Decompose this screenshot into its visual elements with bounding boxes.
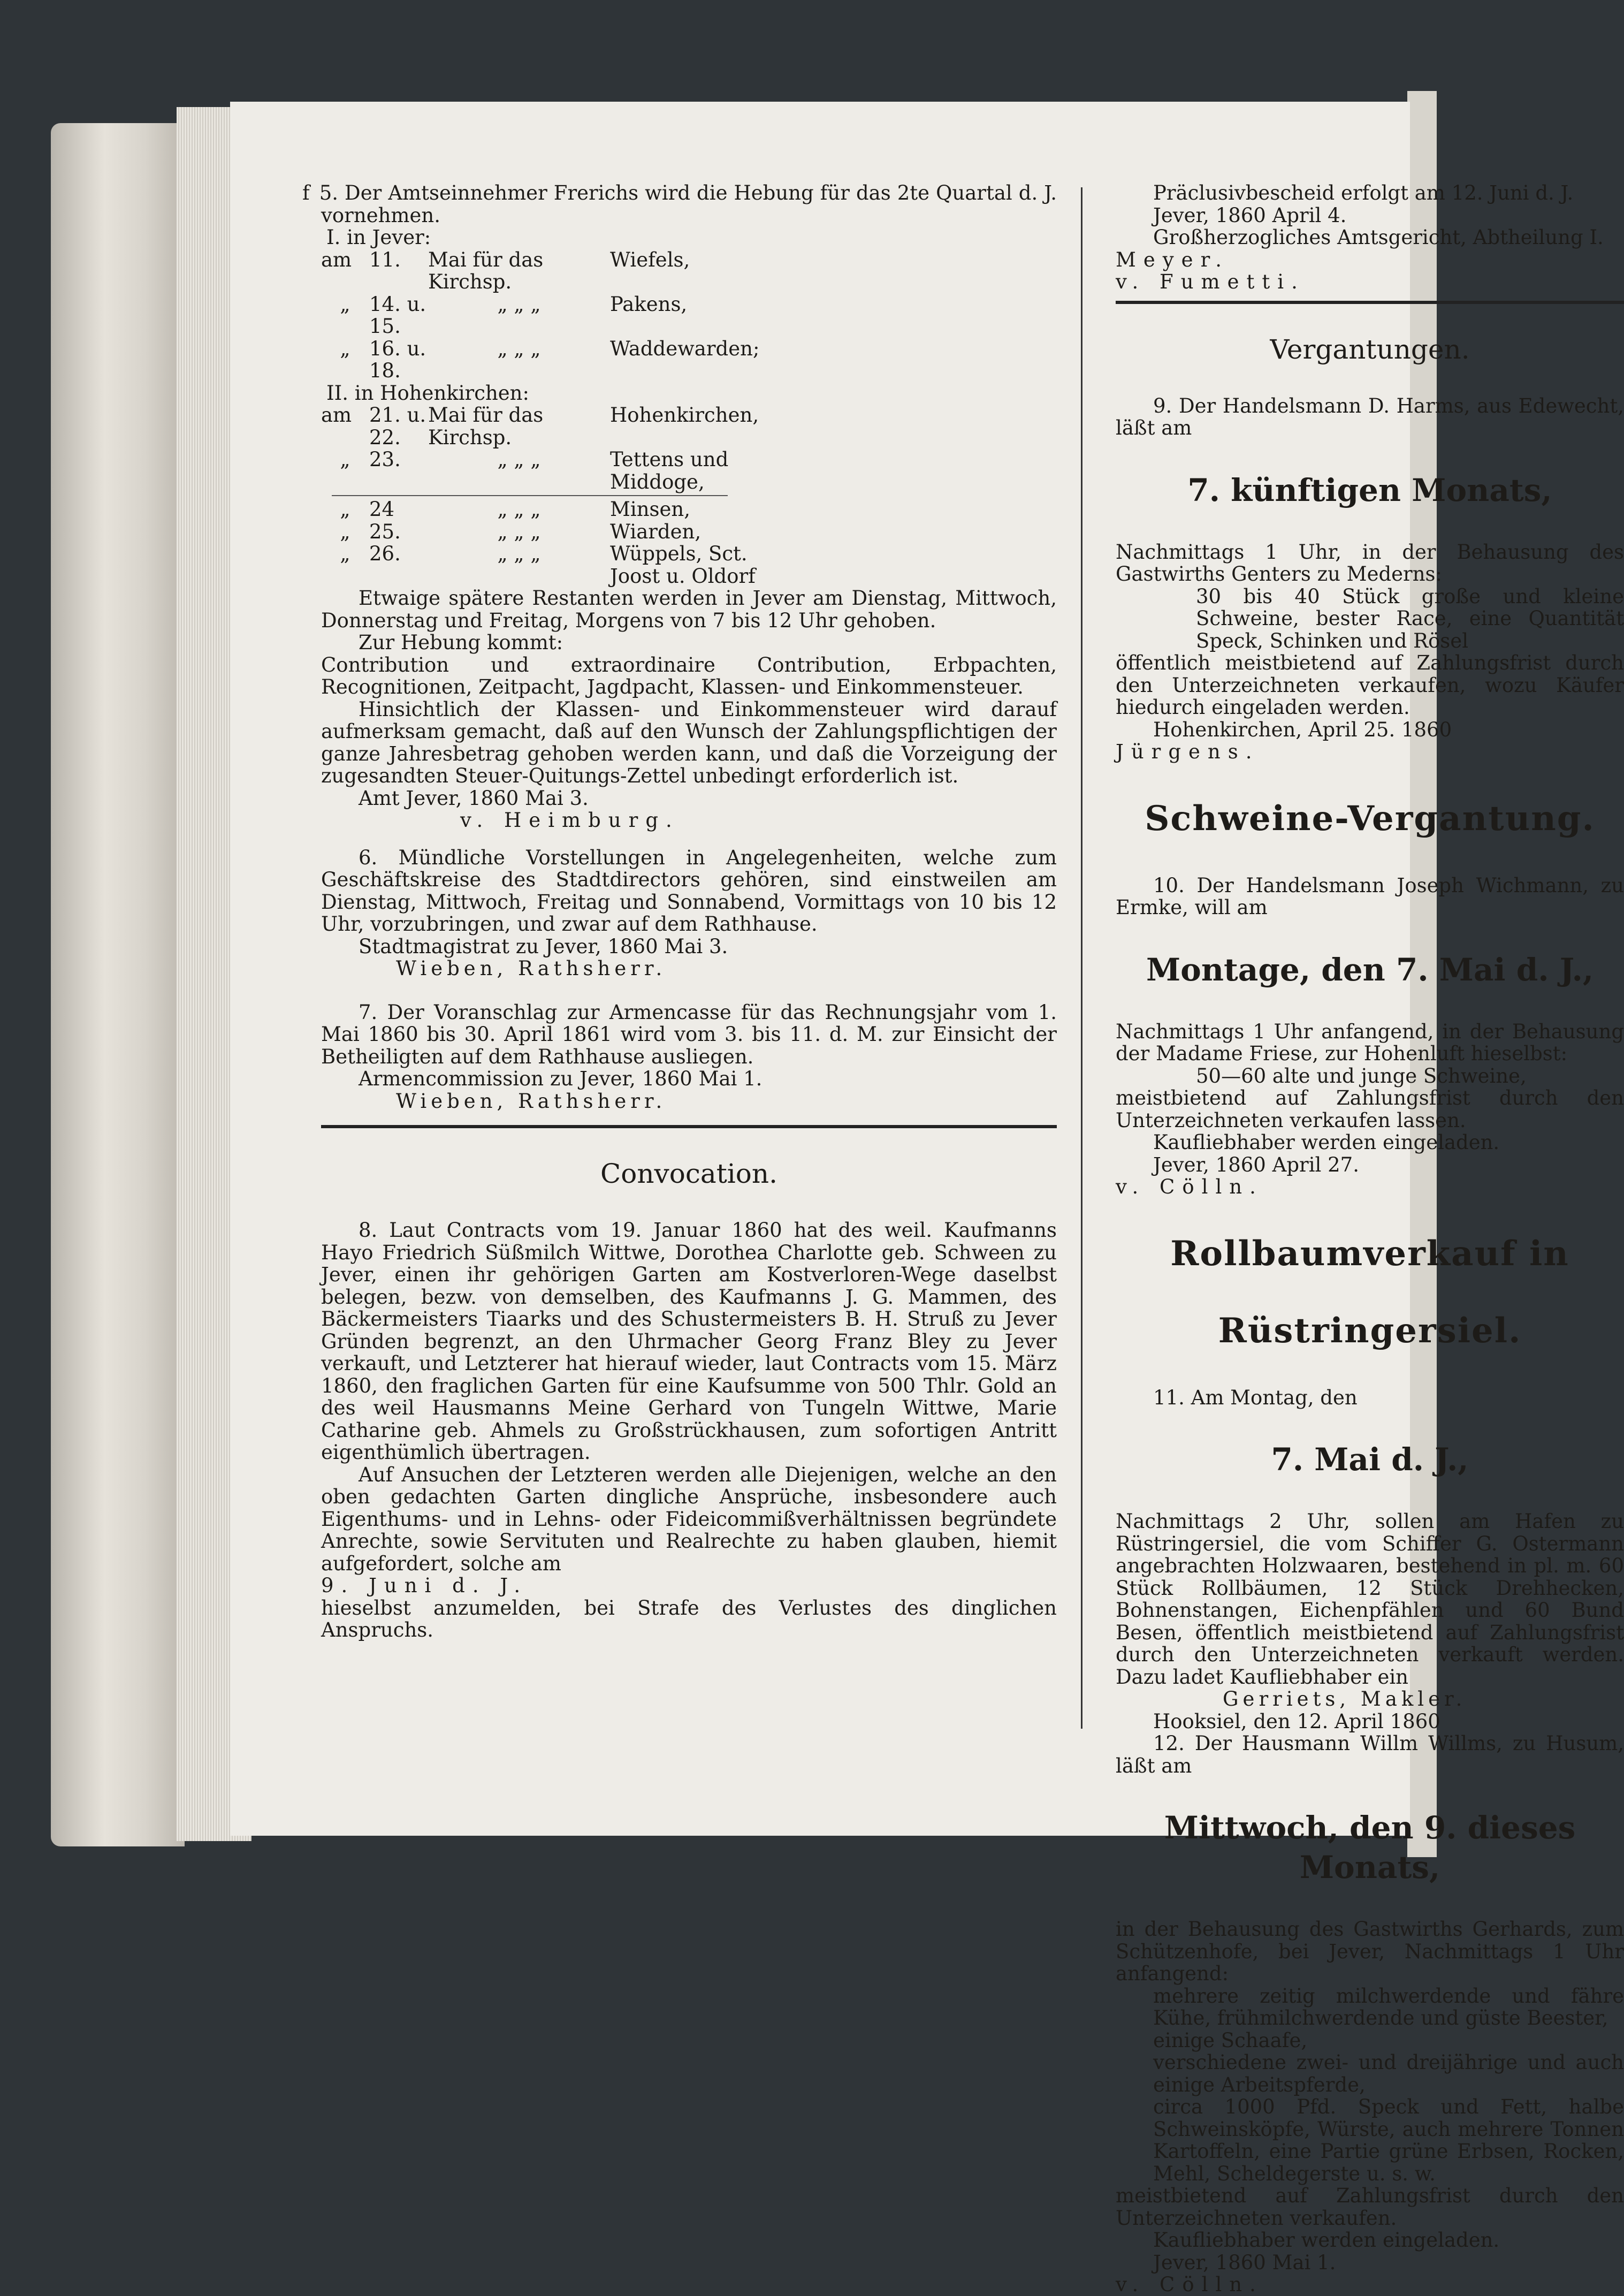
schedule-row: „ 16. u. 18. „ „ „ Waddewarden; xyxy=(340,337,760,382)
schweine-paragraph-3: meistbietend auf Zahlungsfrist durch den Unterzeichneten verkaufen lassen. xyxy=(1116,1086,1624,1132)
rollbaum-notice xyxy=(1116,1233,1624,1733)
top-place: Jever, 1860 April 4. xyxy=(1153,203,1347,227)
vergantungen-notice xyxy=(1116,331,1624,763)
vergantungen-items: 30 bis 40 Stück große und kleine Schweine, bester Race, eine Quantität Speck, Schinken und Rösel xyxy=(1196,584,1624,652)
top-notice xyxy=(1116,182,1624,293)
schedule-row: Middoge, xyxy=(610,470,705,493)
notice-12-date: Mittwoch, den 9. dieses Monats, xyxy=(1164,1810,1576,1886)
convocation-paragraph-2: Auf Ansuchen der Letzteren werden alle Diejenigen, welche an den oben gedachten Garten dingliche Ansprüche, insbesondere auch Eigenthums- und in Lehns- oder Fideicommißverhältnissen begründete Anrechte, sowie Servituten und Realrechte zu haben glauben, hiemit aufgefordert, solche am xyxy=(321,1463,1057,1575)
vergantungen-place: Hohenkirchen, April 25. 1860 xyxy=(1153,718,1452,741)
hebung-label: Zur Hebung kommt: xyxy=(359,631,563,654)
notice-12-item: verschiedene zwei- und dreijährige und auch einige Arbeitspferde, xyxy=(1153,2051,1624,2096)
rollbaum-place: Hooksiel, den 12. April 1860 xyxy=(1153,1709,1440,1733)
book-edge xyxy=(51,123,185,1846)
rollbaum-paragraph-1: 11. Am Montag, den xyxy=(1153,1386,1358,1409)
schedule-row: am 11. Mai für das Kirchsp. Wiefels, xyxy=(321,248,690,293)
notice-12-invitation: Kaufliebhaber werden eingeladen. xyxy=(1153,2229,1500,2252)
restanten-paragraph: Etwaige spätere Restanten werden in Jever am Dienstag, Mittwoch, Donnerstag und Freitag, Morgens von 7 bis 12 Uhr gehoben. xyxy=(321,587,1057,632)
notice-7-place: Armencommission zu Jever, 1860 Mai 1. xyxy=(359,1067,763,1090)
schedule-row: „ 25. „ „ „ Wiarden, xyxy=(340,520,702,543)
schweine-date: Montage, den 7. Mai d. J., xyxy=(1146,951,1594,988)
schedule-row: Joost u. Oldorf xyxy=(610,564,756,588)
notice-12-paragraph-1: 12. Der Hausmann Willm Willms, zu Husum, läßt am xyxy=(1116,1732,1624,1777)
schedule-row: „ 24 „ „ „ Minsen, xyxy=(340,498,691,521)
notice-6-text: 6. Mündliche Vorstellungen in Angelegenheiten, welche zum Geschäftskreise des Stadtdirectors gehören, sind einstweilen am Dienstag, Mittwoch, Freitag und Sonnabend, Vormittags von 10 bis 12 Uhr, vorzubringen, und zwar auf dem Rathhause. xyxy=(321,846,1057,936)
notice-12 xyxy=(1116,1732,1624,2296)
notice-5-intro: 5. Der Amtseinnehmer Frerichs wird die Hebung für das 2te Quartal d. J. vornehmen. xyxy=(319,181,1057,227)
newspaper-page xyxy=(230,102,1624,2296)
column-divider xyxy=(1081,187,1082,1729)
schweine-signature: v. Cölln. xyxy=(1116,1175,1263,1198)
schedule-row: „ 26. „ „ „ Wüppels, Sct. xyxy=(340,542,748,565)
notice-6 xyxy=(321,847,1057,980)
signature-fumetti: v. Fumetti. xyxy=(1116,270,1305,293)
convocation-date: 9. Juni d. J. xyxy=(321,1574,528,1597)
margin-marker: f xyxy=(302,181,310,204)
convocation-paragraph-1: 8. Laut Contracts vom 19. Januar 1860 hat des weil. Kaufmanns Hayo Friedrich Süßmilch Wittwe, Dorothea Charlotte geb. Schween zu Jever, einen ihr gehörigen Garten am Kostverloren-Wege daselbst belegen, bezw. von demselben, des Kaufmanns J. G. Mammen, des Bäckermeisters Tiaarks und des Schustermeisters B. H. Struß zu Jever Gründen begrenzt, an den Uhrmacher Georg Franz Bley zu Jever verkauft, und Letzterer hat hierauf wieder, laut Contracts vom 15. März 1860, den fraglichen Garten für eine Kaufsumme von 500 Thlr. Gold an des weil Hausmanns Meine Gerhard von Tungeln Wittwe, Marie Catharine geb. Ahmels zu Großstrückhausen, zum sofortigen Antritt eigenthümlich übertragen. xyxy=(321,1219,1057,1464)
notice-12-paragraph-2: in der Behausung des Gastwirths Gerhards, zum Schützenhofe, bei Jever, Nachmittags 1 Uhr anfangend: xyxy=(1116,1918,1624,1985)
rollbaum-paragraph-2: Nachmittags 2 Uhr, sollen am Hafen zu Rüstringersiel, die vom Schiffer G. Ostermann angebrachten Holzwaaren, bestehend in pl. m. 60 Stück Rollbäumen, 12 Stück Drehhecken, Bohnenstangen, Eichenpfählen und 60 Bund Besen, öffentlich meistbietend auf Zahlungsfrist durch den Unterzeichneten verkauft werden. Dazu ladet Kaufliebhaber ein xyxy=(1116,1510,1624,1689)
schweine-items: 50—60 alte und junge Schweine, xyxy=(1196,1064,1527,1088)
vergantungen-signature: Jürgens. xyxy=(1116,740,1260,763)
schedule-row: am 21. u. 22. Mai für das Kirchsp. Hohenkirchen, xyxy=(321,404,759,449)
schweine-heading: Schweine-Vergantung. xyxy=(1145,798,1595,839)
vergantungen-paragraph-1: 9. Der Handelsmann D. Harms, aus Edewecht, läßt am xyxy=(1116,394,1624,439)
notice-12-signature: v. Cölln. xyxy=(1116,2273,1263,2296)
section-rule xyxy=(321,1125,1057,1128)
section-jever: I. in Jever: xyxy=(326,226,431,249)
notice-7 xyxy=(321,1001,1057,1113)
right-column xyxy=(1116,182,1624,2296)
left-column xyxy=(302,181,1057,1641)
section-hohenkirchen: II. in Hohenkirchen: xyxy=(326,381,529,405)
rollbaum-heading-line1: Rollbaumverkauf in xyxy=(1170,1233,1569,1274)
convocation-notice xyxy=(321,1155,1057,1641)
rollbaum-signature: Gerriets, Makler. xyxy=(1223,1687,1467,1710)
notice-6-signature: Wieben, Rathsherr. xyxy=(396,957,667,980)
convocation-heading: Convocation. xyxy=(600,1158,777,1189)
court-name: Großherzogliches Amtsgericht, Abtheilung I. xyxy=(1153,226,1604,249)
notice-5-signature: v. Heimburg. xyxy=(460,809,680,832)
praeclusiv-text: Präclusivbescheid erfolgt am 12. Juni d. J. xyxy=(1153,181,1574,204)
vergantungen-date: 7. künftigen Monats, xyxy=(1187,472,1552,508)
notice-7-text: 7. Der Voranschlag zur Armencasse für das Rechnungsjahr vom 1. Mai 1860 bis 30. April 1861 wird vom 3. bis 11. d. M. zur Einsicht der Betheiligten auf dem Rathhause ausliegen. xyxy=(321,1000,1057,1068)
schweine-place: Jever, 1860 April 27. xyxy=(1153,1153,1359,1176)
vergantungen-heading: Vergantungen. xyxy=(1270,333,1470,365)
rollbaum-date: 7. Mai d. J., xyxy=(1271,1441,1469,1478)
schweine-paragraph-2: Nachmittags 1 Uhr anfangend, in der Behausung der Madame Friese, zur Hohenluft hieselbst: xyxy=(1116,1020,1624,1065)
notice-12-item: einige Schaafe, xyxy=(1153,2028,1308,2052)
schedule-row: „ 14. u. 15. „ „ „ Pakens, xyxy=(340,292,688,338)
schweine-paragraph-1: 10. Der Handelsmann Joseph Wichmann, zu Ermke, will am xyxy=(1116,873,1624,919)
notice-12-item: circa 1000 Pfd. Speck und Fett, halbe Schweinsköpfe, Würste, auch mehrere Tonnen Kartoffeln, eine Partie grüne Erbsen, Rocken, Mehl, Scheldegerste u. s. w. xyxy=(1153,2095,1624,2185)
notice-12-place: Jever, 1860 Mai 1. xyxy=(1153,2251,1336,2274)
schweine-invitation: Kaufliebhaber werden eingeladen. xyxy=(1153,1131,1500,1154)
hebung-list: Contribution und extraordinaire Contribution, Erbpachten, Recognitionen, Zeitpacht, Jagdpacht, Klassen- und Einkommensteuer. xyxy=(321,653,1057,698)
notice-6-place: Stadtmagistrat zu Jever, 1860 Mai 3. xyxy=(359,934,728,958)
notice-7-signature: Wieben, Rathsherr. xyxy=(396,1089,667,1113)
schweine-notice xyxy=(1116,797,1624,1198)
notice-5 xyxy=(302,181,1057,832)
notice-12-item: mehrere zeitig milchwerdende und fähre Kühe, frühmilchwerdende und güste Beester, xyxy=(1153,1984,1624,2029)
notice-5-place: Amt Jever, 1860 Mai 3. xyxy=(359,786,589,810)
section-rule xyxy=(1116,301,1624,304)
convocation-paragraph-3: hieselbst anzumelden, bei Strafe des Verlustes des dinglichen Anspruchs. xyxy=(321,1596,1057,1641)
vergantungen-paragraph-3: öffentlich meistbietend auf Zahlungsfrist durch den Unterzeichneten verkaufen, wozu Käufer hiedurch eingeladen werden. xyxy=(1116,651,1624,719)
schedule-divider xyxy=(332,495,728,496)
vergantungen-paragraph-2: Nachmittags 1 Uhr, in der Behausung des Gastwirths Genters zu Mederns: xyxy=(1116,540,1624,586)
signature-meyer: Meyer. xyxy=(1116,248,1229,271)
notice-12-paragraph-3: meistbietend auf Zahlungsfrist durch den Unterzeichneten verkaufen. xyxy=(1116,2184,1624,2230)
schedule-row: „ 23. „ „ „ Tettens und xyxy=(340,448,729,471)
steuer-paragraph: Hinsichtlich der Klassen- und Einkommensteuer wird darauf aufmerksam gemacht, daß auf den Wunsch der Zahlungspflichtigen der ganze Jahresbetrag gehoben werden kann, und daß die Vorzeigung der zugesandten Steuer-Quitungs-Zettel unbedingt erforderlich ist. xyxy=(321,697,1057,787)
rollbaum-heading-line2: Rüstringersiel. xyxy=(1218,1310,1522,1351)
